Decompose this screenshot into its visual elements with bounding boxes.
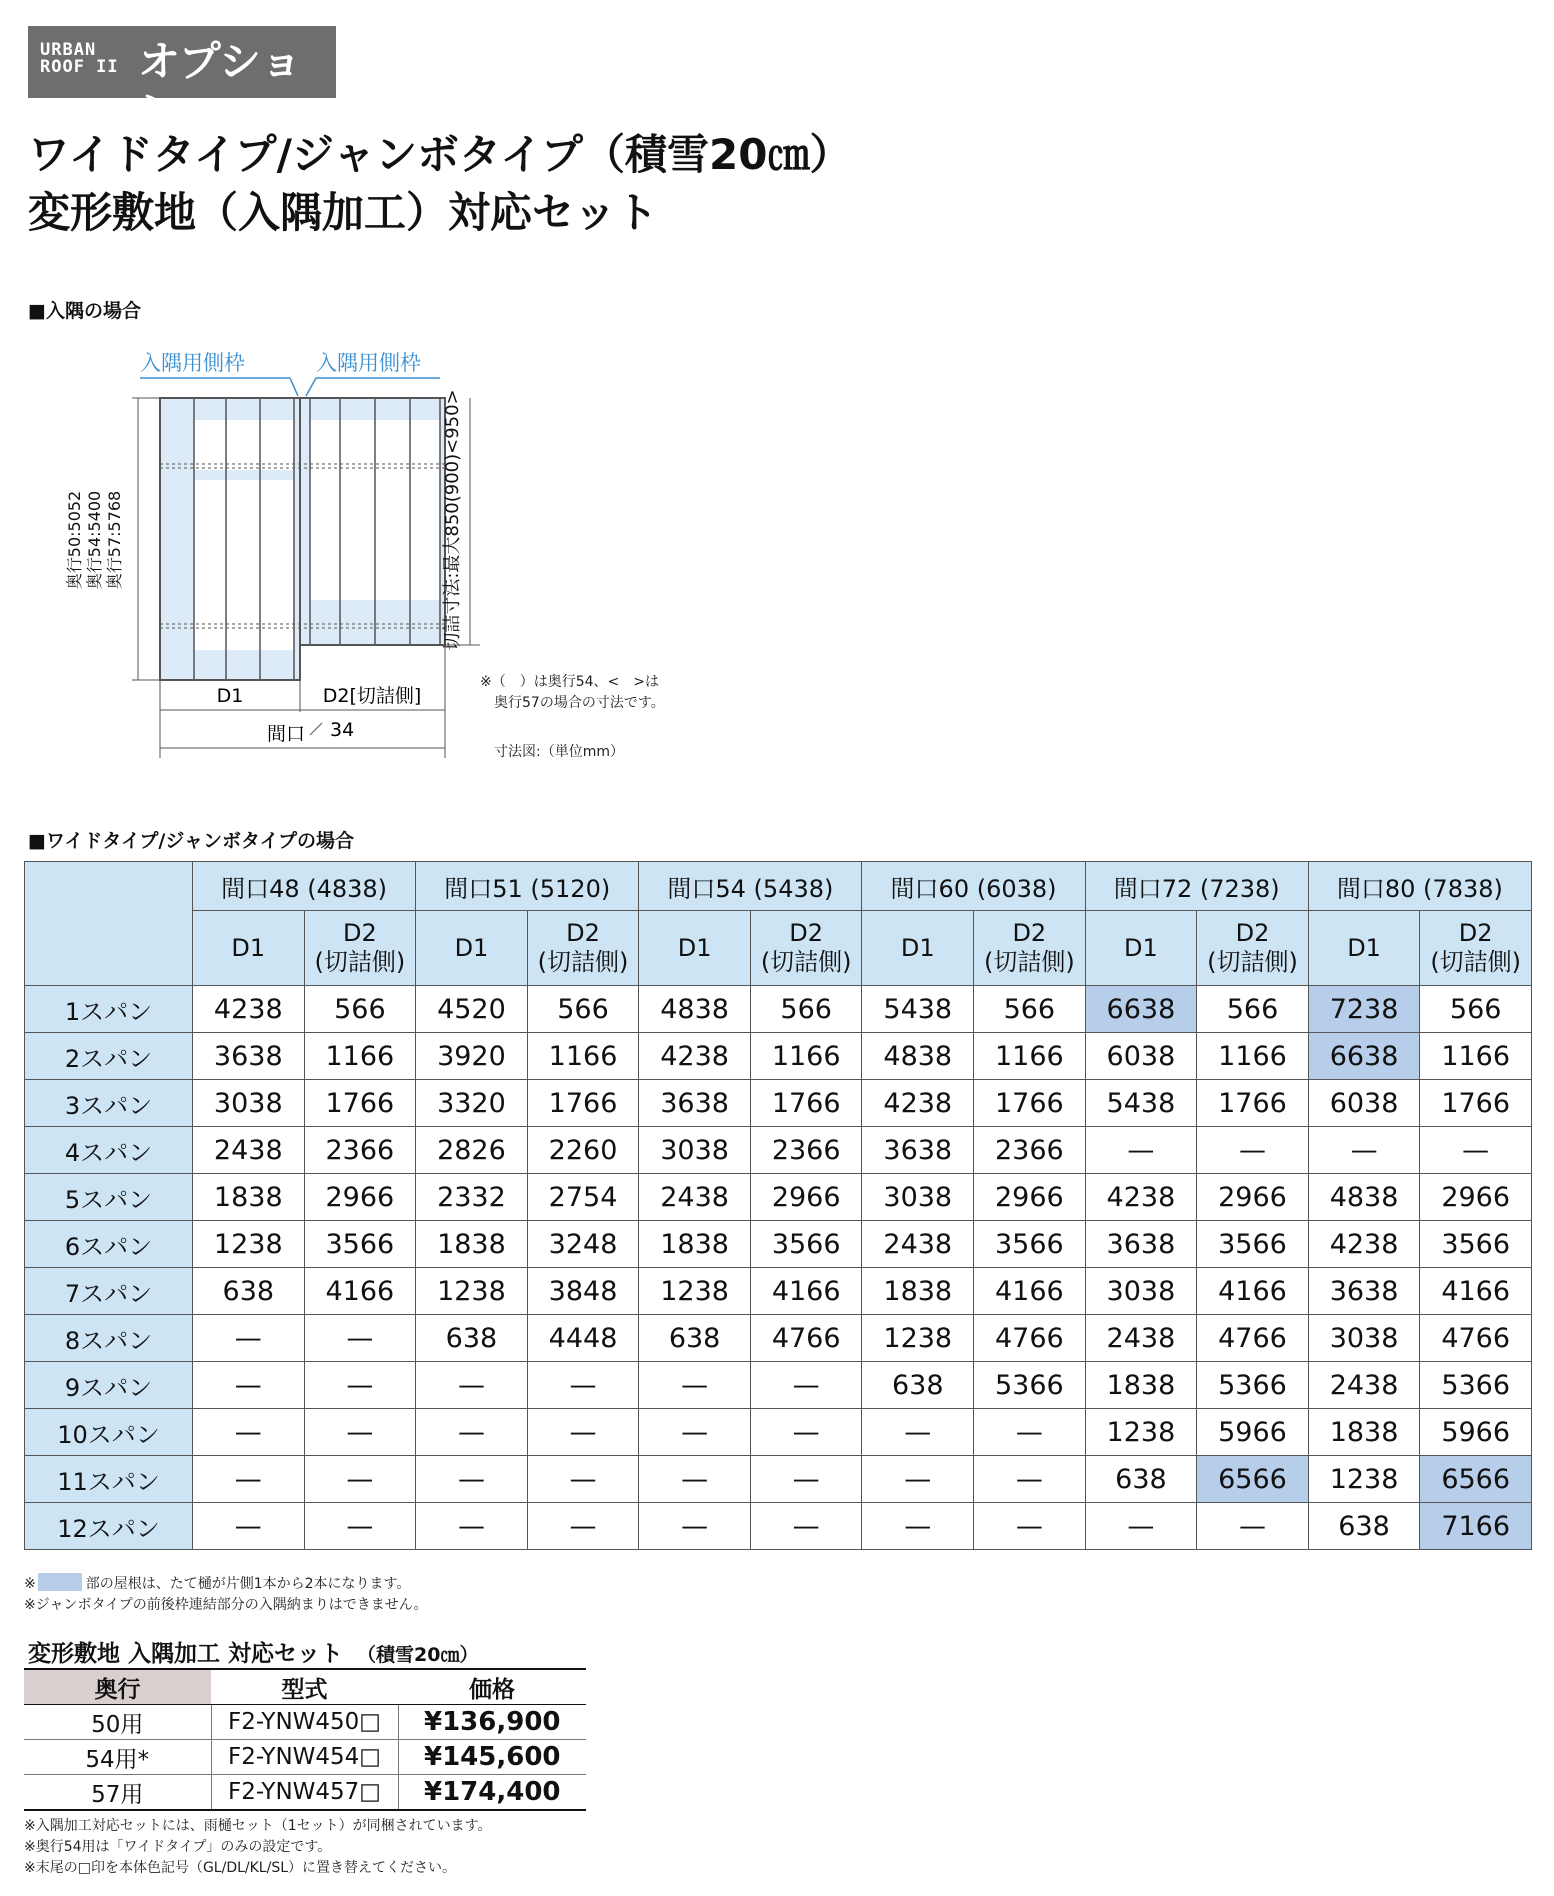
d2-cell: 6566 xyxy=(1420,1456,1532,1503)
d1-cell: 1838 xyxy=(1085,1362,1197,1409)
frontage-header-row xyxy=(25,862,1532,911)
d1-cell: 3920 xyxy=(416,1033,528,1080)
d1-header: D1 xyxy=(193,911,305,986)
span-label: 3スパン xyxy=(25,1080,193,1127)
d1-cell: 1838 xyxy=(639,1221,751,1268)
price-header-row xyxy=(24,1669,586,1705)
d1-cell: — xyxy=(639,1503,751,1550)
d2-cell: 6566 xyxy=(1197,1456,1309,1503)
table-row xyxy=(25,1174,1532,1221)
diagram-note: ※（ ）は奥行54、< >は 奥行57の場合の寸法です。 xyxy=(480,674,665,711)
col-price: 価格 xyxy=(398,1669,586,1705)
d2-cell: 3566 xyxy=(750,1221,862,1268)
label-right-frame: 入隅用側枠 xyxy=(316,351,421,375)
d2-cell: 3566 xyxy=(974,1221,1086,1268)
d2-cell: 2966 xyxy=(1197,1174,1309,1221)
highlight-swatch xyxy=(38,1573,82,1591)
set-note-3: ※末尾の□印を本体色記号（GL/DL/KL/SL）に置き替えてください。 xyxy=(24,1860,457,1876)
span-label: 11スパン xyxy=(25,1456,193,1503)
d1-header: D1 xyxy=(416,911,528,986)
cut-dimension-label: 切詰寸法:最大850(900)<950> xyxy=(442,389,463,651)
d1-cell: — xyxy=(416,1503,528,1550)
table-row xyxy=(25,1080,1532,1127)
d1-cell: 4238 xyxy=(862,1080,974,1127)
table-row xyxy=(25,1362,1532,1409)
d1-cell: — xyxy=(862,1409,974,1456)
d1-cell: 1838 xyxy=(862,1268,974,1315)
d2-cell: 3566 xyxy=(304,1221,416,1268)
d1-header: D1 xyxy=(862,911,974,986)
price-table xyxy=(24,1668,586,1811)
d2-cell: 4166 xyxy=(1197,1268,1309,1315)
d2-cell: 566 xyxy=(527,986,639,1033)
span-label: 2スパン xyxy=(25,1033,193,1080)
d2-cell: 1166 xyxy=(304,1033,416,1080)
page-title: ワイドタイプ/ジャンボタイプ（積雪20㎝） 変形敷地（入隅加工）対応セット xyxy=(28,130,852,237)
frontage-header: 間口72 (7238) xyxy=(1085,862,1308,911)
d2-cell: — xyxy=(527,1503,639,1550)
table-row xyxy=(25,1221,1532,1268)
col-model: 型式 xyxy=(211,1669,398,1705)
corner-diagram xyxy=(60,340,700,780)
d1-cell: 4838 xyxy=(1308,1174,1420,1221)
d2-header: D2 (切詰側) xyxy=(1197,911,1309,986)
d2-cell: — xyxy=(1197,1503,1309,1550)
d2-cell: 1166 xyxy=(1420,1033,1532,1080)
d2-cell: 566 xyxy=(304,986,416,1033)
d1-cell: 1838 xyxy=(193,1174,305,1221)
option-badge xyxy=(28,26,336,134)
d2-header: D2 (切詰側) xyxy=(1420,911,1532,986)
d2-cell: 3248 xyxy=(527,1221,639,1268)
d1-cell: — xyxy=(193,1362,305,1409)
d2-cell: 1166 xyxy=(974,1033,1086,1080)
d1-cell: — xyxy=(1308,1127,1420,1174)
table-row xyxy=(25,1315,1532,1362)
d2-cell: 4166 xyxy=(1420,1268,1532,1315)
d1-cell: 2438 xyxy=(862,1221,974,1268)
d1-cell: — xyxy=(193,1503,305,1550)
d1-cell: 7238 xyxy=(1308,986,1420,1033)
d1-cell: 3638 xyxy=(1308,1268,1420,1315)
footnote-highlight: ※ 部の屋根は、たて樋が片側1本から2本になります。 xyxy=(24,1573,410,1593)
d2-cell: 4766 xyxy=(1197,1315,1309,1362)
price-row: 57用 F2-YNW457□ ¥174,400 xyxy=(24,1775,586,1811)
diagram-heading: ■入隅の場合 xyxy=(28,300,141,322)
table-row xyxy=(25,1127,1532,1174)
d1-cell: 3038 xyxy=(1085,1268,1197,1315)
frontage-header: 間口80 (7838) xyxy=(1308,862,1531,911)
frontage-header: 間口54 (5438) xyxy=(639,862,862,911)
badge-label: オプション xyxy=(138,37,303,134)
d2-header: D2 (切詰側) xyxy=(974,911,1086,986)
d1-cell: 638 xyxy=(1308,1503,1420,1550)
d2-cell: 566 xyxy=(1197,986,1309,1033)
d1-cell: 4238 xyxy=(639,1033,751,1080)
d1-cell: 4238 xyxy=(1085,1174,1197,1221)
label-left-frame: 入隅用側枠 xyxy=(140,351,245,375)
d1-cell: 3038 xyxy=(862,1174,974,1221)
depth-54: 奥行54:5400 xyxy=(85,490,104,590)
span-label: 4スパン xyxy=(25,1127,193,1174)
d2-cell: — xyxy=(974,1409,1086,1456)
d1-cell: — xyxy=(416,1456,528,1503)
table-row xyxy=(25,1033,1532,1080)
table-row xyxy=(25,1456,1532,1503)
d2-cell: 5366 xyxy=(1420,1362,1532,1409)
d2-cell: 2366 xyxy=(974,1127,1086,1174)
d1-cell: 2332 xyxy=(416,1174,528,1221)
d2-cell: 3848 xyxy=(527,1268,639,1315)
d1-cell: — xyxy=(416,1409,528,1456)
d2-cell: 4766 xyxy=(974,1315,1086,1362)
d1-cell: 638 xyxy=(416,1315,528,1362)
d2-cell: 566 xyxy=(750,986,862,1033)
span-label: 1スパン xyxy=(25,986,193,1033)
footnote-jumbo: ※ジャンボタイプの前後枠連結部分の入隅納まりはできません。 xyxy=(24,1597,428,1613)
d1-cell: 4238 xyxy=(193,986,305,1033)
d1-cell: — xyxy=(193,1456,305,1503)
d1-cell: — xyxy=(1085,1127,1197,1174)
d1-cell: 4838 xyxy=(862,1033,974,1080)
d2-label: D2[切詰側] xyxy=(322,685,422,707)
d1-cell: 6038 xyxy=(1308,1080,1420,1127)
d1-cell: 2438 xyxy=(639,1174,751,1221)
d1-cell: 2438 xyxy=(1308,1362,1420,1409)
d2-cell: — xyxy=(750,1409,862,1456)
d2-cell: 1166 xyxy=(1197,1033,1309,1080)
d1-cell: — xyxy=(416,1362,528,1409)
set-title: 変形敷地 入隅加工 対応セット （積雪20㎝） xyxy=(28,1641,479,1667)
d2-header: D2 (切詰側) xyxy=(304,911,416,986)
d2-cell: 2260 xyxy=(527,1127,639,1174)
d2-cell: 7166 xyxy=(1420,1503,1532,1550)
d2-cell: 4448 xyxy=(527,1315,639,1362)
d1-cell: 3038 xyxy=(1308,1315,1420,1362)
d2-cell: 566 xyxy=(974,986,1086,1033)
d1-cell: — xyxy=(193,1315,305,1362)
d1-cell: — xyxy=(639,1362,751,1409)
d2-cell: 2366 xyxy=(750,1127,862,1174)
d1-cell: 5438 xyxy=(1085,1080,1197,1127)
d1-cell: — xyxy=(193,1409,305,1456)
span-label: 8スパン xyxy=(25,1315,193,1362)
d2-cell: — xyxy=(304,1409,416,1456)
d1-cell: 6638 xyxy=(1308,1033,1420,1080)
d1-label: D1 xyxy=(216,685,244,707)
d1-cell: — xyxy=(639,1409,751,1456)
d1-cell: 3638 xyxy=(1085,1221,1197,1268)
d2-cell: 2966 xyxy=(304,1174,416,1221)
d1-cell: 3638 xyxy=(862,1127,974,1174)
d1-header: D1 xyxy=(639,911,751,986)
d1-cell: 4520 xyxy=(416,986,528,1033)
price-row: 50用 F2-YNW450□ ¥136,900 xyxy=(24,1705,586,1740)
d1-cell: 1838 xyxy=(416,1221,528,1268)
set-note-1: ※入隅加工対応セットには、雨樋セット（1セット）が同梱されています。 xyxy=(24,1818,492,1834)
col-depth: 奥行 xyxy=(24,1669,211,1705)
d1-cell: — xyxy=(862,1456,974,1503)
d1-cell: 638 xyxy=(193,1268,305,1315)
d1-cell: 638 xyxy=(862,1362,974,1409)
frontage-header: 間口51 (5120) xyxy=(416,862,639,911)
d2-cell: — xyxy=(1197,1127,1309,1174)
d1-cell: 638 xyxy=(1085,1456,1197,1503)
d1-cell: 1238 xyxy=(193,1221,305,1268)
depth-50: 奥行50:5052 xyxy=(65,490,84,590)
offset-label: 34 xyxy=(330,719,355,741)
d2-cell: 3566 xyxy=(1197,1221,1309,1268)
d2-cell: — xyxy=(750,1503,862,1550)
d2-cell: 1766 xyxy=(974,1080,1086,1127)
d2-cell: — xyxy=(974,1503,1086,1550)
span-label: 5スパン xyxy=(25,1174,193,1221)
d2-cell: 1766 xyxy=(750,1080,862,1127)
price-row: 54用* F2-YNW454□ ¥145,600 xyxy=(24,1740,586,1775)
d1-cell: 2826 xyxy=(416,1127,528,1174)
set-note-2: ※奥行54用は「ワイドタイプ」のみの設定です。 xyxy=(24,1839,332,1855)
span-label: 6スパン xyxy=(25,1221,193,1268)
d1-cell: 1238 xyxy=(1085,1409,1197,1456)
span-table-body xyxy=(25,986,1532,1550)
span-label: 12スパン xyxy=(25,1503,193,1550)
corner-header-cell xyxy=(25,862,193,986)
d2-cell: 2366 xyxy=(304,1127,416,1174)
d2-cell: 1766 xyxy=(1197,1080,1309,1127)
d2-cell: 4766 xyxy=(750,1315,862,1362)
d2-cell: — xyxy=(750,1362,862,1409)
d2-cell: — xyxy=(974,1456,1086,1503)
d1-cell: 1238 xyxy=(862,1315,974,1362)
d1-cell: — xyxy=(1085,1503,1197,1550)
d2-cell: 1766 xyxy=(1420,1080,1532,1127)
d1-cell: 3038 xyxy=(639,1127,751,1174)
d1-cell: 5438 xyxy=(862,986,974,1033)
d1-cell: 1838 xyxy=(1308,1409,1420,1456)
d2-cell: — xyxy=(304,1315,416,1362)
d2-cell: 2966 xyxy=(974,1174,1086,1221)
d2-cell: 2754 xyxy=(527,1174,639,1221)
d2-cell: 5366 xyxy=(974,1362,1086,1409)
d2-cell: 4166 xyxy=(974,1268,1086,1315)
d2-cell: 566 xyxy=(1420,986,1532,1033)
unit-note: 寸法図:（単位mm） xyxy=(494,744,624,760)
d2-cell: — xyxy=(1420,1127,1532,1174)
d1-cell: 2438 xyxy=(1085,1315,1197,1362)
d2-cell: — xyxy=(304,1503,416,1550)
d2-cell: 3566 xyxy=(1420,1221,1532,1268)
d1-cell: 3638 xyxy=(193,1033,305,1080)
d2-cell: 5966 xyxy=(1197,1409,1309,1456)
d2-cell: 5366 xyxy=(1197,1362,1309,1409)
d2-cell: — xyxy=(527,1456,639,1503)
d1-cell: 4238 xyxy=(1308,1221,1420,1268)
frontage-header: 間口48 (4838) xyxy=(193,862,416,911)
d1-cell: 2438 xyxy=(193,1127,305,1174)
d1-header: D1 xyxy=(1308,911,1420,986)
span-label: 9スパン xyxy=(25,1362,193,1409)
d2-cell: — xyxy=(527,1362,639,1409)
d1-header: D1 xyxy=(1085,911,1197,986)
d2-cell: 2966 xyxy=(750,1174,862,1221)
d2-cell: — xyxy=(304,1362,416,1409)
d2-cell: 5966 xyxy=(1420,1409,1532,1456)
d1-cell: 6038 xyxy=(1085,1033,1197,1080)
span-label: 7スパン xyxy=(25,1268,193,1315)
d2-cell: — xyxy=(527,1409,639,1456)
table-row xyxy=(25,986,1532,1033)
frontage-header: 間口60 (6038) xyxy=(862,862,1085,911)
d2-header: D2 (切詰側) xyxy=(527,911,639,986)
d2-cell: 1166 xyxy=(527,1033,639,1080)
depth-57: 奥行57:5768 xyxy=(105,490,124,590)
d2-cell: — xyxy=(750,1456,862,1503)
d2-cell: 1766 xyxy=(304,1080,416,1127)
d2-cell: 4766 xyxy=(1420,1315,1532,1362)
d1-cell: 1238 xyxy=(1308,1456,1420,1503)
table-row xyxy=(25,1503,1532,1550)
d-header-row xyxy=(25,911,1532,986)
d2-header: D2 (切詰側) xyxy=(750,911,862,986)
d1-cell: 1238 xyxy=(639,1268,751,1315)
urban-roof-logo: URBAN ROOF II xyxy=(40,40,119,77)
d2-cell: — xyxy=(304,1456,416,1503)
d1-cell: 1238 xyxy=(416,1268,528,1315)
d1-cell: 638 xyxy=(639,1315,751,1362)
d1-cell: 3320 xyxy=(416,1080,528,1127)
d1-cell: 4838 xyxy=(639,986,751,1033)
span-dimension-table xyxy=(24,861,1532,1550)
table-row xyxy=(25,1268,1532,1315)
d1-cell: 6638 xyxy=(1085,986,1197,1033)
d2-cell: 1766 xyxy=(527,1080,639,1127)
d2-cell: 4166 xyxy=(304,1268,416,1315)
frontage-label: 間口 xyxy=(266,723,306,745)
d2-cell: 4166 xyxy=(750,1268,862,1315)
d1-cell: — xyxy=(862,1503,974,1550)
span-label: 10スパン xyxy=(25,1409,193,1456)
d1-cell: 3038 xyxy=(193,1080,305,1127)
table-heading: ■ワイドタイプ/ジャンボタイプの場合 xyxy=(28,830,355,852)
d2-cell: 1166 xyxy=(750,1033,862,1080)
d2-cell: 2966 xyxy=(1420,1174,1532,1221)
d1-cell: — xyxy=(639,1456,751,1503)
d1-cell: 3638 xyxy=(639,1080,751,1127)
table-row xyxy=(25,1409,1532,1456)
